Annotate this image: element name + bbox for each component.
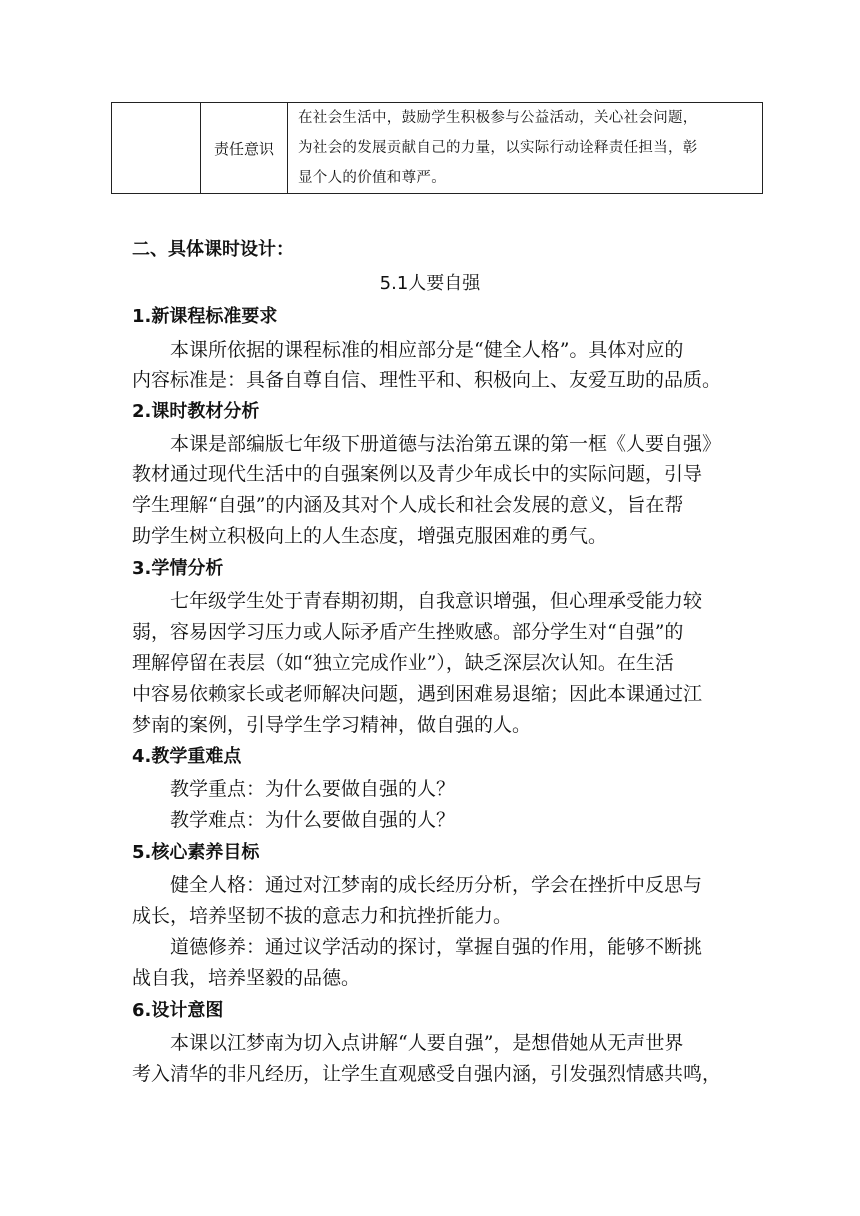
paragraph-line: 内容标准是：具备自尊自信、理性平和、积极向上、友爱互助的品质。: [132, 369, 722, 391]
subsection-heading: 2.课时教材分析: [132, 401, 260, 422]
paragraph-line: 本课所依据的课程标准的相应部分是“健全人格”。具体对应的: [170, 339, 684, 361]
paragraph-line: 考入清华的非凡经历，让学生直观感受自强内涵，引发强烈情感共鸣，: [132, 1063, 722, 1085]
subsection-heading: 3.学情分析: [132, 558, 224, 579]
paragraph-line: 健全人格：通过对江梦南的成长经历分析，学会在挫折中反思与: [170, 874, 703, 896]
subsection-heading: 4.教学重难点: [132, 746, 242, 767]
subsection-heading: 5.核心素养目标: [132, 842, 260, 863]
table-empty-cell: [112, 103, 201, 194]
paragraph-line: 理解停留在表层（如“独立完成作业”），缺乏深层次认知。在生活: [132, 652, 674, 674]
paragraph-line: 道德修养：通过议学活动的探讨，掌握自强的作用，能够不断挑: [170, 936, 703, 958]
section-heading: 二、具体课时设计：: [132, 239, 294, 260]
paragraph-line: 梦南的案例，引导学生学习精神，做自强的人。: [132, 714, 532, 736]
subsection-heading: 1.新课程标准要求: [132, 306, 278, 327]
paragraph-line: 中容易依赖家长或老师解决问题，遇到困难易退缩；因此本课通过江: [132, 683, 703, 705]
lesson-title: 5.1人要自强: [379, 273, 481, 294]
table-content-line: 显个人的价值和尊严。: [298, 170, 446, 186]
paragraph-line: 学生理解“自强”的内涵及其对个人成长和社会发展的意义，旨在帮: [132, 494, 684, 516]
paragraph-line: 本课以江梦南为切入点讲解“人要自强”，是想借她从无声世界: [170, 1032, 684, 1054]
paragraph-line: 本课是部编版七年级下册道德与法治第五课的第一框《人要自强》: [170, 433, 722, 455]
paragraph-line: 教材通过现代生活中的自强案例以及青少年成长中的实际问题，引导: [132, 463, 703, 485]
paragraph-line: 七年级学生处于青春期初期，自我意识增强，但心理承受能力较: [170, 590, 703, 612]
paragraph-line: 战自我，培养坚毅的品德。: [132, 967, 361, 989]
table-label-cell: 责任意识: [201, 103, 288, 194]
subsection-heading: 6.设计意图: [132, 1000, 224, 1021]
teaching-difficulty: 教学难点：为什么要做自强的人？: [170, 809, 456, 831]
table-content-line: 为社会的发展贡献自己的力量，以实际行动诠释责任担当，彰: [298, 140, 698, 156]
responsibility-table: [111, 102, 763, 194]
table-content-cell: [288, 103, 763, 194]
teaching-key-point: 教学重点：为什么要做自强的人？: [170, 778, 456, 800]
paragraph-line: 成长，培养坚韧不拔的意志力和抗挫折能力。: [132, 905, 513, 927]
paragraph-line: 助学生树立积极向上的人生态度，增强克服困难的勇气。: [132, 525, 608, 547]
paragraph-line: 弱，容易因学习压力或人际矛盾产生挫败感。部分学生对“自强”的: [132, 621, 684, 643]
table-content-line: 在社会生活中，鼓励学生积极参与公益活动，关心社会问题，: [298, 110, 698, 126]
